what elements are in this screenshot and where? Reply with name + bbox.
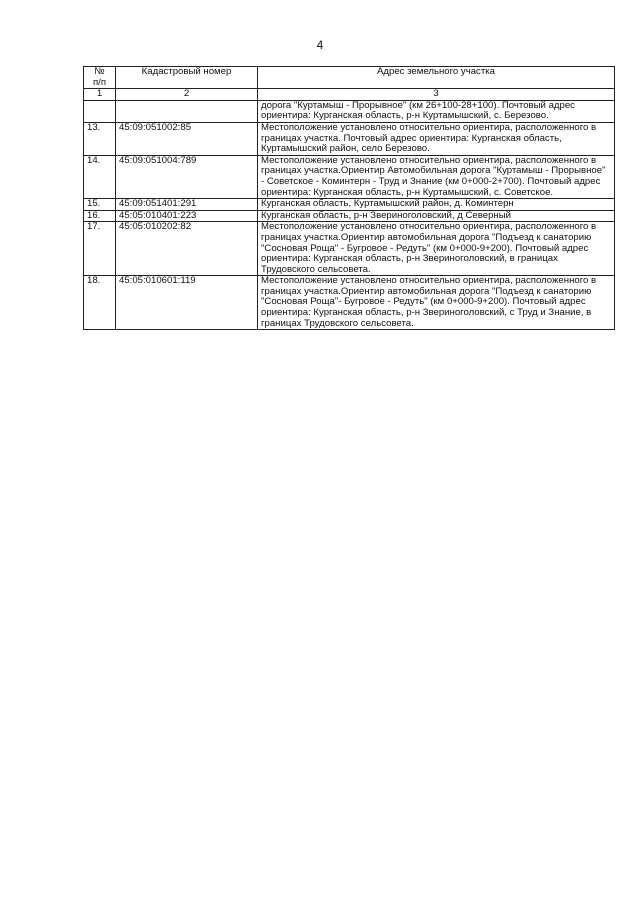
row-number-cell: 13. [84,122,116,155]
address-cell: Курганская область, р-н Звериноголовский, д Северный [258,210,615,222]
header-cadastral: Кадастровый номер [116,67,258,89]
column-number-row [84,89,615,101]
page-number: 4 [316,38,324,52]
table-row [84,210,615,222]
cadastral-cell: 45:09:051004:789 [116,155,258,198]
cadastral-cell: 45:05:010401:223 [116,210,258,222]
cadastral-cell: 45:05:010601:119 [116,276,258,330]
header-row [84,67,615,89]
column-number: 3 [258,89,615,101]
table-row [84,155,615,198]
cadastral-cell: 45:09:051002:85 [116,122,258,155]
address-cell: Курганская область, Куртамышский район, д. Коминтерн [258,199,615,211]
address-cell: Местоположение установлено относительно ориентира, расположенного в границах участка. Почтовый адрес ориентира: Курганская область, Куртамышский район, село Березово. [258,122,615,155]
row-number-cell [84,100,116,122]
row-number-cell: 16. [84,210,116,222]
column-number: 2 [116,89,258,101]
header-address: Адрес земельного участка [258,67,615,89]
table-row [84,122,615,155]
cadastral-cell: 45:05:010202:82 [116,222,258,276]
address-cell: Местоположение установлено относительно ориентира, расположенного в границах участка.Ориентир автомобильная дорога "Подъезд к санаторию "Сосновая Роща"- Бугровое - Редуть" (км 0+000-9+200). Почтовый адрес ориентира: Курганская область, р-н Звериноголовский, с Труд и Знание, в границах Трудовского сельсовета. [258,276,615,330]
continuation-row [84,100,615,122]
cadastral-cell: 45:09:051401:291 [116,199,258,211]
row-number-cell: 15. [84,199,116,211]
address-cell: Местоположение установлено относительно ориентира, расположенного в границах участка.Ориентир Автомобильная дорога "Куртамыш - Прорывное" - Советское - Коминтерн - Труд и Знание (км 0+000-2+700). Почтовый адрес ориентира: Курганская область, р-н Куртамышский, с. Советское. [258,155,615,198]
cadastral-cell [116,100,258,122]
table-row [84,276,615,330]
row-number-cell: 17. [84,222,116,276]
column-number: 1 [84,89,116,101]
table-row [84,199,615,211]
row-number-cell: 18. [84,276,116,330]
header-number: № п/п [84,67,116,89]
address-cell: Местоположение установлено относительно ориентира, расположенного в границах участка.Ориентир автомобильная дорога "Подъезд к санаторию "Сосновая Роща" - Бугровое - Редуть" (км 0+000-9+200). Почтовый адрес ориентира: Курганская область, р-н Звериноголовский, в границах Трудовского сельсовета. [258,222,615,276]
land-parcels-table [83,66,615,330]
row-number-cell: 14. [84,155,116,198]
table-row [84,222,615,276]
address-cell: дорога "Куртамыш - Прорывное" (км 26+100-28+100). Почтовый адрес ориентира: Курганская область, р-н Куртамышский, с. Березово. [258,100,615,122]
